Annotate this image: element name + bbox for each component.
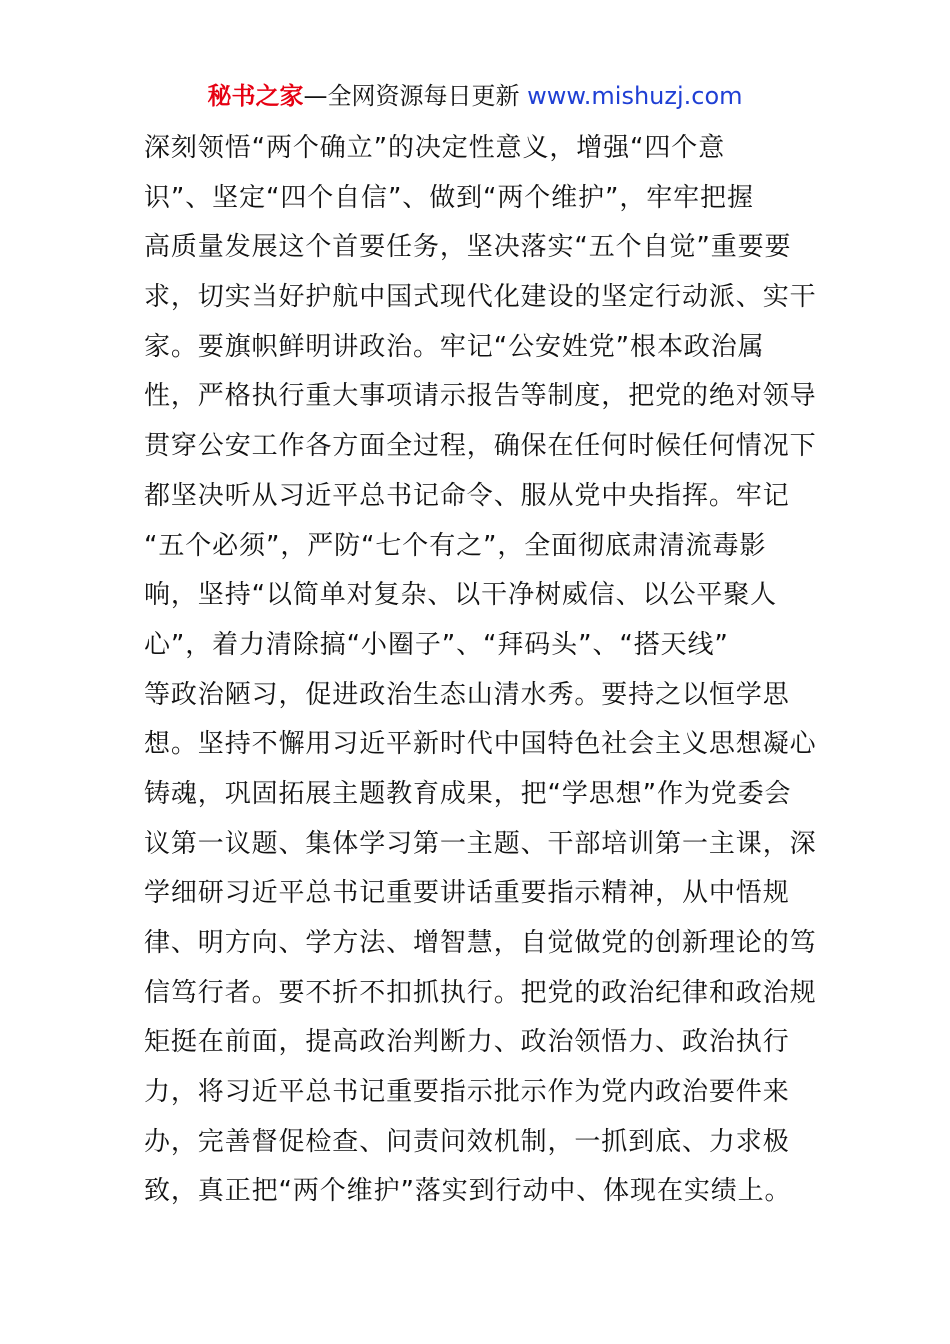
text-line: 响，坚持“以简单对复杂、以干净树威信、以公平聚人 <box>144 580 778 611</box>
text-line: 求，切实当好护航中国式现代化建设的坚定行动派、实干 <box>144 282 817 313</box>
document-body <box>144 124 817 1217</box>
text-line: 想。坚持不懈用习近平新时代中国特色社会主义思想凝心 <box>144 729 817 760</box>
text-line: “五个必须”，严防“七个有之”，全面彻底肃清流毒影 <box>144 530 767 561</box>
text-line: 致，真正把“两个维护”落实到行动中、体现在实绩上。 <box>144 1176 792 1207</box>
site-tagline: —全网资源每日更新 <box>303 82 520 110</box>
text-line: 深刻领悟“两个确立”的决定性意义，增强“四个意 <box>144 133 726 163</box>
text-line: 办，完善督促检查、问责问效机制，一抓到底、力求极 <box>144 1126 790 1157</box>
text-line: 信笃行者。要不折不扣抓执行。把党的政治纪律和政治规 <box>144 977 817 1008</box>
site-brand: 秘书之家 <box>207 82 304 110</box>
text-line: 矩挺在前面，提高政治判断力、政治领悟力、政治执行 <box>144 1027 790 1058</box>
text-line: 议第一议题、集体学习第一主题、干部培训第一主课，深 <box>144 828 817 859</box>
text-line: 铸魂，巩固拓展主题教育成果，把“学思想”作为党委会 <box>144 778 792 809</box>
site-url-link[interactable]: www.mishuzj.com <box>527 82 743 110</box>
text-line: 都坚决听从习近平总书记命令、服从党中央指挥。牢记 <box>144 480 790 511</box>
text-line: 家。要旗帜鲜明讲政治。牢记“公安姓党”根本政治属 <box>144 331 765 362</box>
text-line: 贯穿公安工作各方面全过程，确保在任何时候任何情况下 <box>144 431 817 462</box>
text-line: 性，严格执行重大事项请示报告等制度，把党的绝对领导 <box>144 381 817 412</box>
text-line: 等政治陋习，促进政治生态山清水秀。要持之以恒学思 <box>144 679 790 710</box>
site-header <box>0 80 950 112</box>
text-line: 力，将习近平总书记重要指示批示作为党内政治要件来 <box>144 1077 790 1108</box>
text-line: 识”、坚定“四个自信”、做到“两个维护”，牢牢把握 <box>144 182 754 213</box>
text-line: 学细研习近平总书记重要讲话重要指示精神，从中悟规 <box>144 878 790 909</box>
text-line: 心”，着力清除搞“小圈子”、“拜码头”、“搭天线” <box>144 629 729 660</box>
text-line: 律、明方向、学方法、增智慧，自觉做党的创新理论的笃 <box>144 928 817 958</box>
text-line: 高质量发展这个首要任务，坚决落实“五个自觉”重要要 <box>144 232 792 263</box>
